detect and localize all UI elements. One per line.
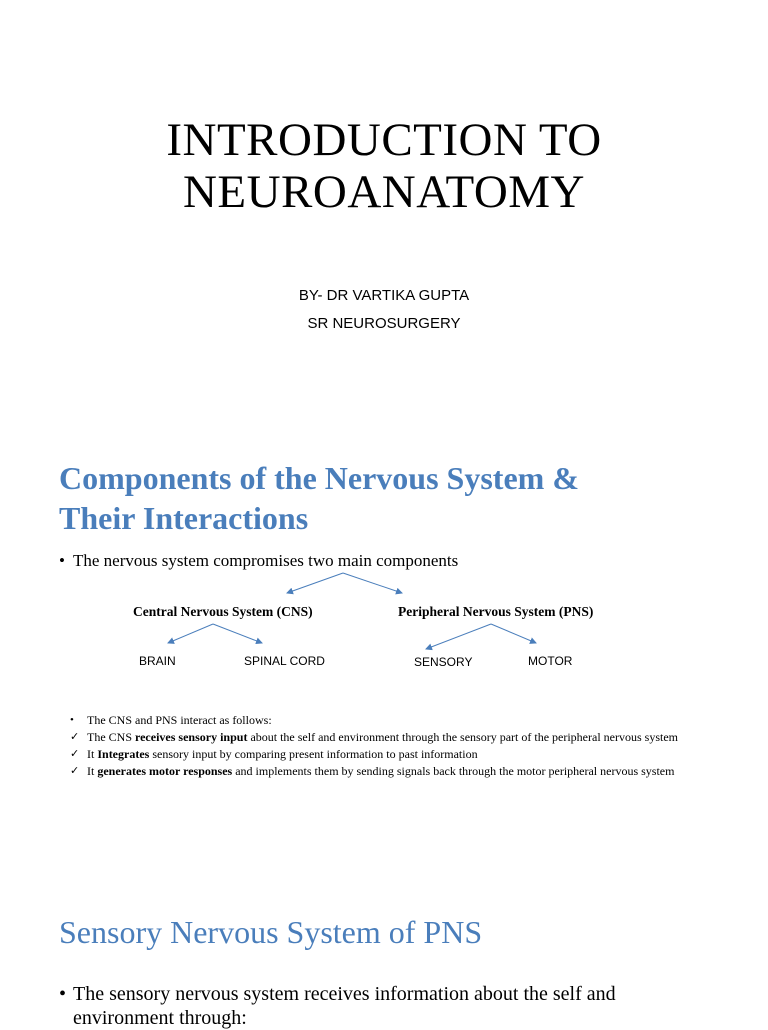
bullet-marker: • [59,551,65,570]
bullet-marker: • [70,714,74,726]
list-item-text: about the self and environment through the sensory part of the peripheral nervous system [247,730,678,744]
list-item-emphasis: generates motor responses [97,764,233,778]
list-item-emphasis: receives sensory input [135,730,248,744]
check-icon: ✓ [70,765,80,777]
sensory-bullet-text: The sensory nervous system receives information about the self and environment through: [73,983,616,1029]
title-line-2: NEUROANATOMY [182,166,586,218]
check-icon: ✓ [70,748,80,760]
slide-title-line-1: Components of the Nervous System & [59,460,579,496]
arrow-to-cns [287,573,343,593]
list-item [70,746,710,763]
presentation-title [0,114,768,218]
arrow-to-motor [491,624,536,643]
motor-node: MOTOR [528,654,573,668]
list-item-text: It [87,764,98,778]
cns-node: Central Nervous System (CNS) [133,604,313,619]
sensory-bullet [59,982,699,1030]
interaction-list [70,712,710,780]
list-item [70,729,710,746]
list-item-text: It [87,747,98,761]
title-line-1: INTRODUCTION TO [166,114,602,166]
spinal-cord-node: SPINAL CORD [244,654,325,668]
slide-title: Sensory Nervous System of PNS [59,914,483,950]
list-item [70,712,710,729]
list-item-text: The CNS and PNS interact as follows: [87,713,272,727]
list-item-text: and implements them by sending signals back through the motor peripheral nervous system [232,764,675,778]
arrow-to-spinal-cord [213,624,262,643]
component-tree-diagram [0,430,768,710]
components-slide [0,430,768,870]
arrow-to-pns [343,573,402,593]
brain-node: BRAIN [139,654,176,668]
author-role: SR NEUROSURGERY [307,315,461,332]
list-item-emphasis: Integrates [97,747,150,761]
sensory-slide [0,870,768,1029]
list-item-text: The CNS [87,730,135,744]
bullet-marker: • [59,983,67,1005]
check-icon: ✓ [70,731,80,743]
author-name: BY- DR VARTIKA GUPTA [298,287,470,304]
arrow-to-sensory [426,624,491,649]
sensory-node: SENSORY [414,655,473,669]
list-item [70,763,710,780]
title-slide [0,0,768,430]
slide-title-line-2: Their Interactions [59,500,309,536]
list-item-text: sensory input by comparing present information to past information [149,747,478,761]
pns-node: Peripheral Nervous System (PNS) [398,604,594,619]
intro-bullet-text: The nervous system compromises two main components [73,551,459,570]
arrow-to-brain [168,624,213,643]
